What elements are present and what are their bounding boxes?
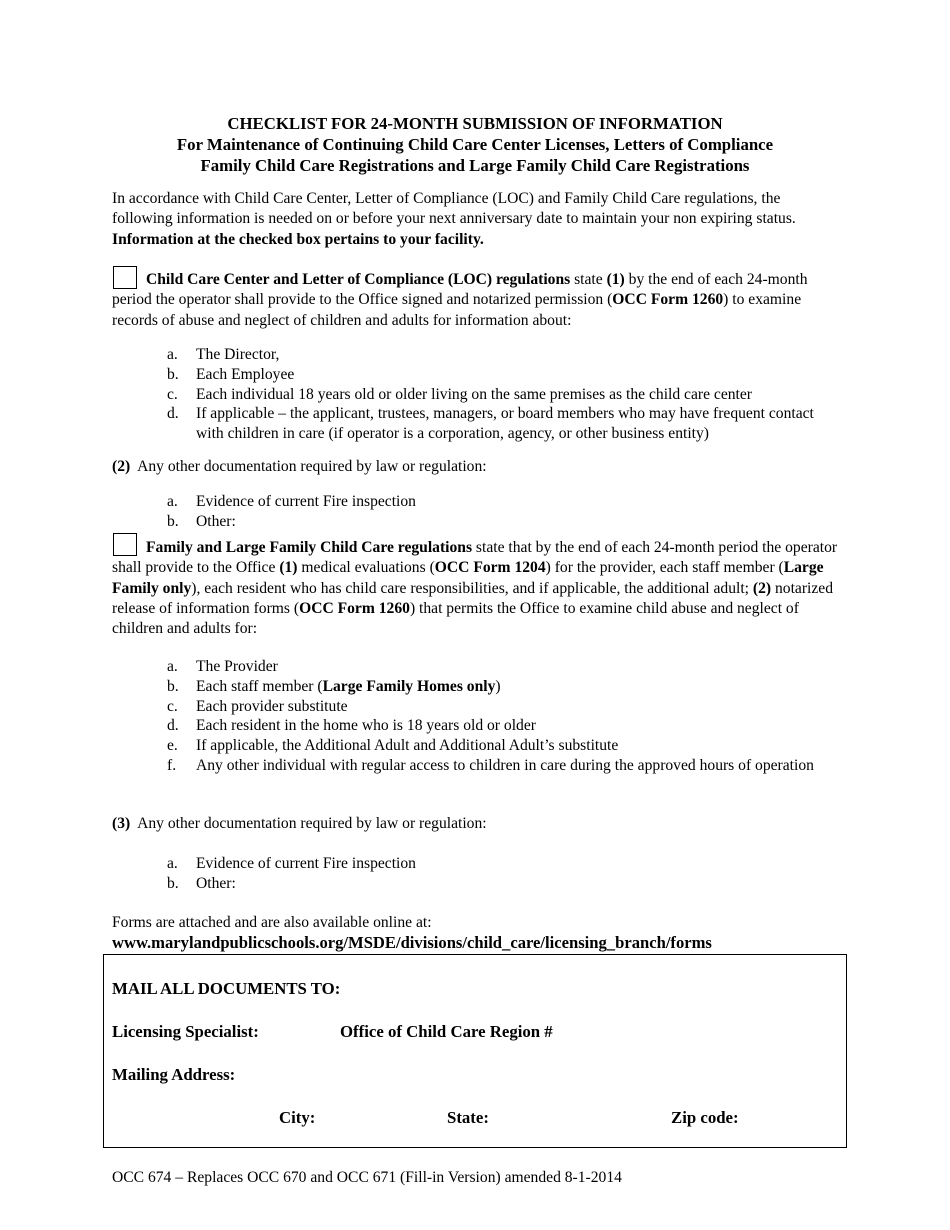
list-item (167, 404, 827, 444)
list-item-text: Each staff member ( (196, 677, 323, 695)
family-text-5: notarized release of information forms ( (112, 579, 834, 617)
list-marker: c. (167, 697, 178, 715)
center-other-docs-list (167, 492, 827, 532)
list-item (167, 512, 827, 532)
center-form-ref: OCC Form 1260 (612, 291, 724, 309)
list-item (167, 756, 827, 776)
family-num-2: (2) (752, 579, 772, 597)
list-item-text: Other: (196, 512, 236, 530)
list-item-text: The Director, (196, 346, 280, 363)
page-title: CHECKLIST FOR 24-MONTH SUBMISSION OF INFORMATION (227, 114, 723, 133)
family-text-6: ) that permits the Office to examine child abuse and neglect of children and adults for: (112, 599, 799, 638)
list-item (167, 385, 827, 405)
list-item-text: Each provider substitute (196, 697, 348, 715)
list-item-text: Each individual 18 years old or older living on the same premises as the child care center (196, 385, 752, 403)
center-text-3: ) to examine records of abuse and neglect of children and adults for information about: (112, 291, 802, 329)
list-marker: f. (167, 756, 177, 774)
family-req-num: (3) (112, 815, 131, 832)
list-item-text: Any other individual with regular access to children in care during the approved hours of operation (196, 756, 814, 774)
family-large-only: Large Family only (112, 559, 824, 597)
list-item (167, 492, 827, 512)
list-marker: c. (167, 385, 178, 403)
center-text-1: state (570, 271, 607, 288)
list-item (167, 697, 827, 717)
list-marker: e. (167, 737, 178, 755)
list-marker: a. (167, 855, 178, 872)
family-text-4: ), each resident who has child care responsibilities, and if applicable, the additional adult; (191, 579, 753, 597)
list-marker: a. (167, 658, 178, 675)
mailing-info-box (103, 954, 847, 1148)
office-region-label: Office of Child Care Region # (340, 1022, 553, 1041)
list-item-text: The Provider (196, 658, 278, 675)
center-text-2: by the end of each 24-month period the operator shall provide to the Office signed and notarized permission ( (112, 271, 808, 309)
list-item-text-after: ) (495, 677, 501, 695)
family-req-text: Any other documentation required by law or regulation: (137, 815, 487, 832)
page-subtitle-1: For Maintenance of Continuing Child Care Center Licenses, Letters of Compliance (176, 135, 774, 154)
family-form-1204: OCC Form 1204 (434, 559, 546, 577)
state-label: State: (447, 1108, 489, 1127)
page-subtitle-2: Family Child Care Registrations and Large Family Child Care Registrations (200, 156, 750, 175)
list-marker: d. (167, 405, 179, 423)
center-heading: Child Care Center and Letter of Compliance (LOC) regulations (146, 271, 571, 288)
family-other-docs (112, 814, 844, 834)
family-heading: Family and Large Family Child Care regulations (146, 539, 473, 556)
intro-paragraph (112, 189, 844, 250)
list-item-text: Evidence of current Fire inspection (196, 855, 416, 872)
list-marker: b. (167, 874, 179, 892)
intro-bold-text: Information at the checked box pertains to your facility. (112, 230, 484, 248)
family-num-1: (1) (279, 559, 298, 577)
list-item-text: If applicable – the applicant, trustees, managers, or board members who may have frequent contact with children in care (if operator is a corporation, agency, or other business entity) (196, 405, 814, 443)
center-req-text: Any other documentation required by law or regulation: (137, 458, 487, 475)
center-num-1: (1) (606, 271, 625, 288)
list-item-text: Each resident in the home who is 18 years old or older (196, 717, 536, 735)
center-req-num: (2) (112, 458, 131, 475)
licensing-specialist-label: Licensing Specialist: (112, 1022, 259, 1041)
zip-code-label: Zip code: (671, 1108, 739, 1127)
list-marker: b. (167, 512, 179, 530)
list-item (167, 716, 827, 736)
list-item (167, 854, 827, 874)
family-text-3: ) for the provider, each staff member ( (545, 559, 784, 577)
forms-note: Forms are attached and are also available online at: (112, 914, 432, 931)
list-marker: d. (167, 717, 179, 735)
list-item (167, 874, 827, 894)
forms-url-link[interactable]: www.marylandpublicschools.org/MSDE/divisions/child_care/licensing_branch/forms (112, 933, 712, 952)
mailing-address-label: Mailing Address: (112, 1065, 236, 1084)
mail-heading: MAIL ALL DOCUMENTS TO: (112, 979, 341, 998)
list-item (167, 677, 827, 697)
form-footer: OCC 674 – Replaces OCC 670 and OCC 671 (Fill-in Version) amended 8-1-2014 (112, 1169, 622, 1186)
list-marker: b. (167, 365, 179, 383)
city-label: City: (279, 1108, 316, 1127)
list-item-text: If applicable, the Additional Adult and Additional Adult’s substitute (196, 737, 619, 755)
list-item (167, 657, 827, 677)
list-item-text: Other: (196, 874, 236, 892)
center-person-list (167, 345, 827, 444)
list-item (167, 345, 827, 365)
list-item (167, 365, 827, 385)
family-text-1: state that by the end of each 24-month period the operator shall provide to the Office (112, 539, 838, 577)
family-other-docs-list (167, 854, 827, 894)
list-marker: a. (167, 493, 178, 510)
family-form-1260: OCC Form 1260 (299, 599, 410, 617)
intro-text: In accordance with Child Care Center, Letter of Compliance (LOC) and Family Child Care regulations, the following information is needed on or before your next anniversary date to maintain your non expiring status. (112, 190, 796, 228)
list-marker: a. (167, 346, 178, 363)
list-item-text: Each Employee (196, 365, 295, 383)
list-item (167, 736, 827, 756)
center-regulations-paragraph (112, 270, 844, 331)
list-marker: b. (167, 677, 179, 695)
family-regulations-paragraph (112, 538, 844, 639)
list-item-text: Evidence of current Fire inspection (196, 493, 416, 510)
family-person-list (167, 657, 827, 776)
list-item-bold: Large Family Homes only (322, 677, 496, 695)
family-text-2: medical evaluations ( (297, 559, 435, 577)
center-other-docs (112, 457, 844, 477)
